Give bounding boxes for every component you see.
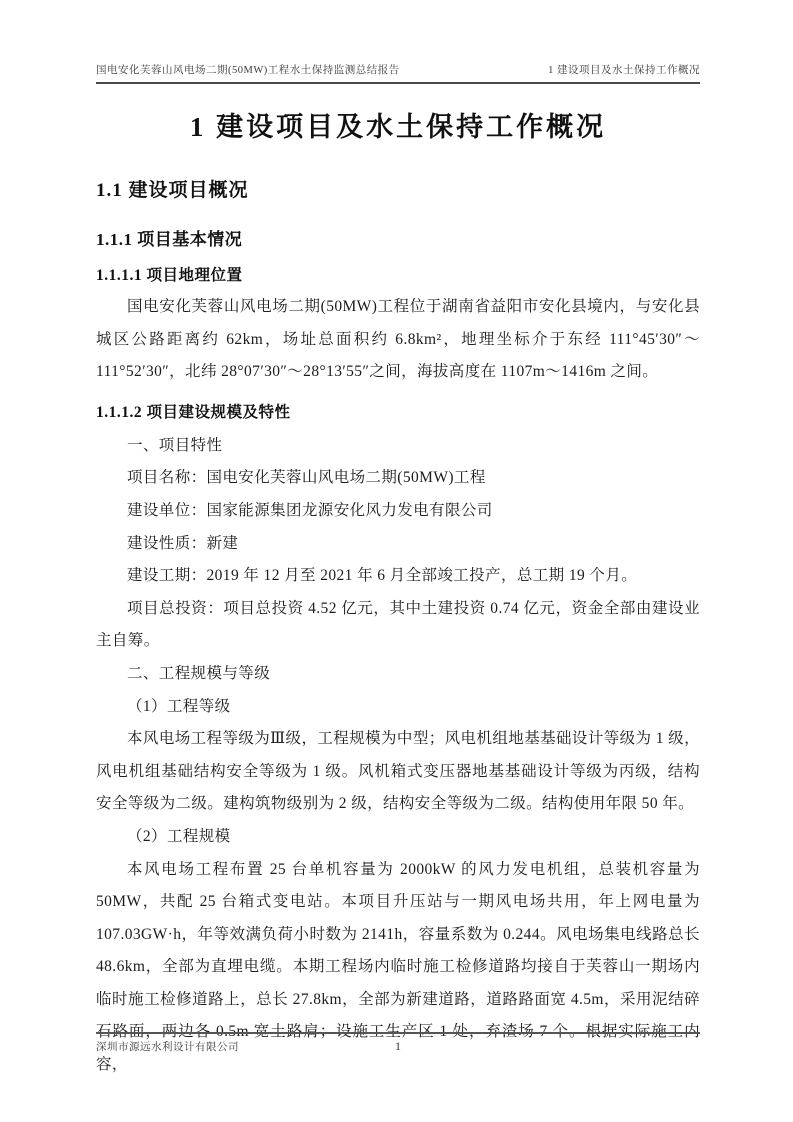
header-chapter-label: 1 建设项目及水土保持工作概况 — [548, 65, 700, 76]
footer-page-number: 1 — [395, 1039, 401, 1053]
paragraph-construction-unit: 建设单位：国家能源集团龙源安化风力发电有限公司 — [127, 501, 493, 519]
header-report-title: 国电安化芙蓉山风电场二期(50MW)工程水土保持监测总结报告 — [96, 65, 400, 76]
paragraph-project-name: 项目名称：国电安化芙蓉山风电场二期(50MW)工程 — [127, 469, 486, 487]
paragraph-project-characteristics-label: 一、项目特性 — [127, 436, 223, 454]
chapter-title: 1 建设项目及水土保持工作概况 — [189, 112, 607, 142]
page-footer — [96, 1032, 700, 1054]
page-header — [96, 62, 700, 84]
paragraph-construction-period: 建设工期：2019 年 12 月至 2021 年 6 月全部竣工投产，总工期 19 个月。 — [127, 567, 638, 585]
section-heading-1-1-1-1: 1.1.1.1 项目地理位置 — [96, 267, 243, 284]
paragraph-engineering-scale: 本风电场工程布置 25 台单机容量为 2000kW 的风力发电机组，总装机容量为 50MW，共配 25 台箱式变电站。本项目升压站与一期风电场共用，年上网电量为 107.03GW·h，年等效满负荷小时数为 2141h，容量系数为 0.244。风电场集电线路总长 48.6km，全部为直埋电缆。本期工程场内临时施工检修道路均接自于芙蓉山一期场内临时施工检修道路上，总长 27.8km，全部为新建道路，道路路面宽 4.5m，采用泥结碎石路面，两边各 0.5m 宽土路肩；设施工生产区 1 处，弃渣场 7 个。根据实际施工内容， — [96, 860, 700, 1074]
paragraph-scale-grade-label: 二、工程规模与等级 — [127, 664, 271, 682]
paragraph-engineering-grade: 本风电场工程等级为Ⅲ级，工程规模为中型；风电机组地基基础设计等级为 1 级，风电机组基础结构安全等级为 1 级。风机箱式变压器地基基础设计等级为丙级，结构安全等级为二级。建构筑物级别为 2 级，结构安全等级为二级。结构使用年限 50 年。 — [96, 730, 700, 813]
section-heading-1-1-1: 1.1.1 项目基本情况 — [96, 230, 243, 249]
paragraph-project-location: 国电安化芙蓉山风电场二期(50MW)工程位于湖南省益阳市安化县境内，与安化县城区公路距离约 62km，场址总面积约 6.8km²，地理坐标介于东经 111°45′30″～111°52′30″，北纬 28°07′30″～28°13′55″之间，海拔高度在 1107m～1416m 之间。 — [96, 298, 700, 381]
footer-company-name: 深圳市源远水利设计有限公司 — [96, 1042, 239, 1053]
section-heading-1-1-1-2: 1.1.1.2 项目建设规模及特性 — [96, 403, 291, 421]
paragraph-engineering-scale-label: （2）工程规模 — [127, 827, 231, 845]
paragraph-total-investment: 项目总投资：项目总投资 4.52 亿元，其中土建投资 0.74 亿元，资金全部由建设业主自筹。 — [96, 599, 700, 650]
section-heading-1-1: 1.1 建设项目概况 — [96, 180, 249, 201]
paragraph-construction-nature: 建设性质：新建 — [127, 534, 239, 552]
paragraph-engineering-grade-label: （1）工程等级 — [127, 697, 231, 715]
